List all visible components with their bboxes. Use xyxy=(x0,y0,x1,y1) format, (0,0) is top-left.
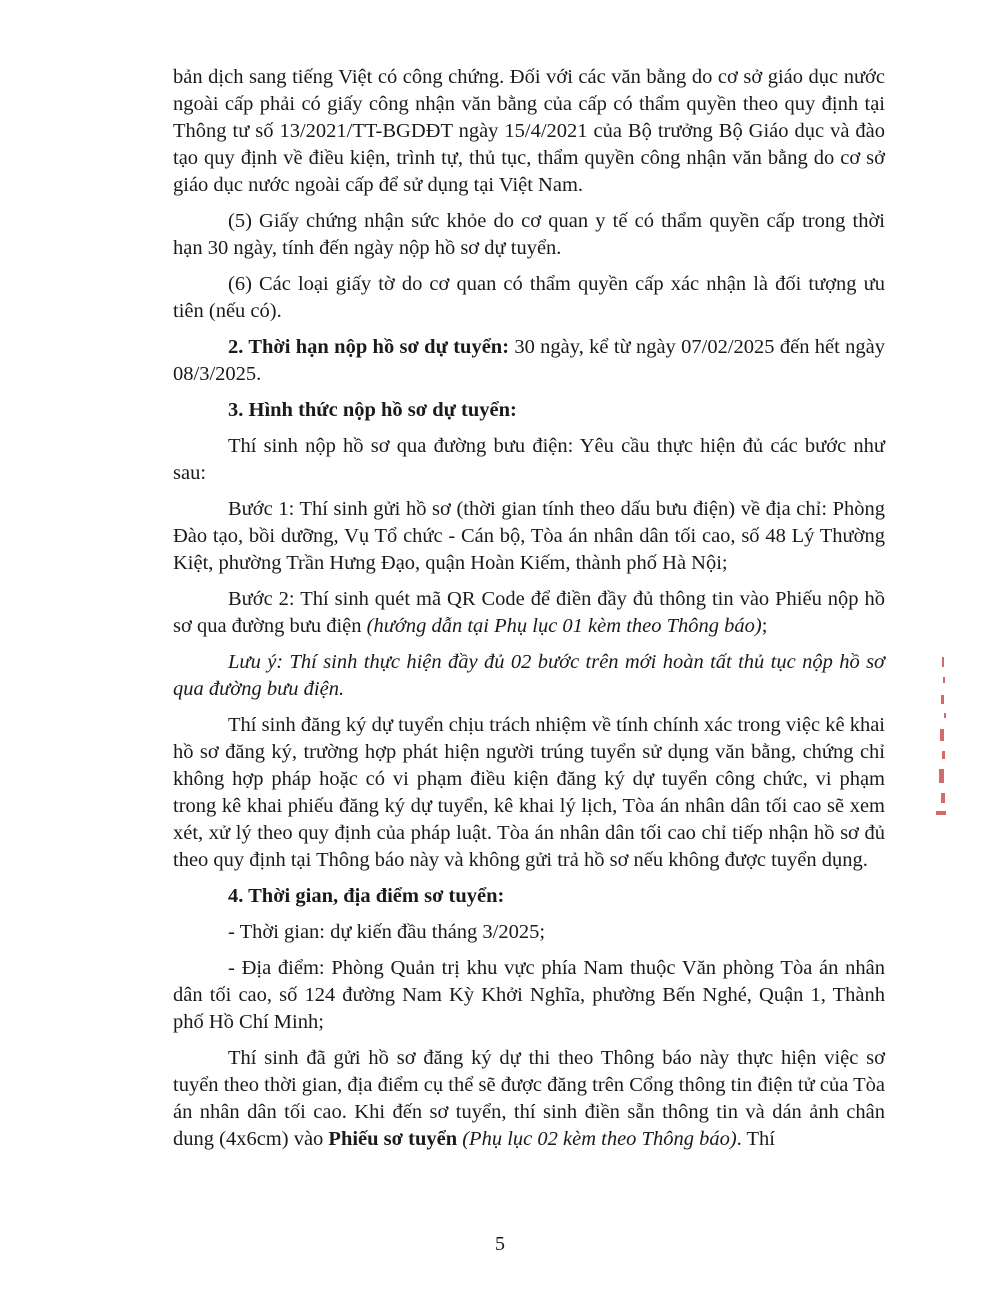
section-4-place: - Địa điểm: Phòng Quản trị khu vực phía Nam thuộc Văn phòng Tòa án nhân dân tối cao, số 124 đường Nam Kỳ Khởi Nghĩa, phường Bến Nghé, Quận 1, Thành phố Hồ Chí Minh; xyxy=(173,957,885,1033)
item-5-paragraph: (5) Giấy chứng nhận sức khỏe do cơ quan y tế có thẩm quyền cấp trong thời hạn 30 ngày, tính đến ngày nộp hồ sơ dự tuyển. xyxy=(173,210,885,259)
item-6-paragraph: (6) Các loại giấy tờ do cơ quan có thẩm quyền cấp xác nhận là đối tượng ưu tiên (nếu có). xyxy=(173,273,885,322)
section-3-heading: 3. Hình thức nộp hồ sơ dự tuyển: xyxy=(228,399,517,421)
step-2-reference: (hướng dẫn tại Phụ lục 01 kèm theo Thông báo) xyxy=(366,615,762,637)
final-text: Thí sinh đã gửi hồ sơ đăng ký dự thi theo Thông báo này thực hiện việc sơ tuyển theo thời gian, địa điểm cụ thể sẽ được đăng trên Cổng thông tin điện tử của Tòa án nhân dân tối cao. Khi đến sơ tuyển, thí sinh điền sẵn thông tin và dán ảnh chân dung (4x6cm) vào xyxy=(173,1047,885,1150)
section-2-paragraph xyxy=(173,334,885,388)
continued-paragraph: bản dịch sang tiếng Việt có công chứng. Đối với các văn bằng do cơ sở giáo dục nước ngoài cấp phải có giấy công nhận văn bằng của cấp có thẩm quyền theo quy định tại Thông tư số 13/2021/TT-BGDĐT ngày 15/4/2021 của Bộ trưởng Bộ Giáo dục và đào tạo quy định về điều kiện, trình tự, thủ tục, thẩm quyền công nhận văn bằng do cơ sở giáo dục nước ngoài cấp để sử dụng tại Việt Nam. xyxy=(173,66,885,196)
step-2-end: ; xyxy=(761,615,768,637)
section-2-text: 30 ngày, kể từ ngày 07/02/2025 đến hết ngày 08/3/2025. xyxy=(173,336,885,385)
step-2-text: Bước 2: Thí sinh quét mã QR Code để điền đầy đủ thông tin vào Phiếu nộp hồ sơ qua đường bưu điện xyxy=(173,588,885,637)
section-3-intro: Thí sinh nộp hồ sơ qua đường bưu điện: Yêu cầu thực hiện đủ các bước như sau: xyxy=(173,435,885,484)
section-2-heading: 2. Thời hạn nộp hồ sơ dự tuyển: xyxy=(228,336,510,358)
section-3-step-2 xyxy=(173,586,885,640)
section-3-responsibility: Thí sinh đăng ký dự tuyển chịu trách nhiệm về tính chính xác trong việc kê khai hồ sơ đăng ký, trường hợp phát hiện người trúng tuyển sử dụng văn bằng, chứng chỉ không hợp pháp hoặc có vi phạm điều kiện đăng ký dự tuyển công chức, vi phạm trong kê khai phiếu đăng ký dự tuyển, kê khai lý lịch, Tòa án nhân dân tối cao sẽ xem xét, xử lý theo quy định của pháp luật. Tòa án nhân dân tối cao chỉ tiếp nhận hồ sơ đủ theo quy định tại Thông báo này và không gửi trả hồ sơ nếu không được tuyển dụng. xyxy=(173,714,885,871)
final-appendix-ref: (Phụ lục 02 kèm theo Thông báo) xyxy=(462,1128,737,1150)
section-4-heading: 4. Thời gian, địa điểm sơ tuyển: xyxy=(228,885,505,907)
page-number: 5 xyxy=(495,1233,505,1255)
section-4-time: - Thời gian: dự kiến đầu tháng 3/2025; xyxy=(228,921,546,943)
section-3-note: Lưu ý: Thí sinh thực hiện đầy đủ 02 bước trên mới hoàn tất thủ tục nộp hồ sơ qua đường bưu điện. xyxy=(173,651,885,700)
section-3-step-1: Bước 1: Thí sinh gửi hồ sơ (thời gian tính theo dấu bưu điện) về địa chỉ: Phòng Đào tạo, bồi dưỡng, Vụ Tổ chức - Cán bộ, Tòa án nhân dân tối cao, số 48 Lý Thường Kiệt, phường Trần Hưng Đạo, quận Hoàn Kiếm, thành phố Hà Nội; xyxy=(173,498,885,574)
document-body xyxy=(173,64,885,1162)
margin-stamp-mark xyxy=(928,655,954,825)
final-end: . Thí xyxy=(736,1128,776,1150)
section-4-final xyxy=(173,1045,885,1153)
final-form-name: Phiếu sơ tuyển xyxy=(328,1128,458,1150)
